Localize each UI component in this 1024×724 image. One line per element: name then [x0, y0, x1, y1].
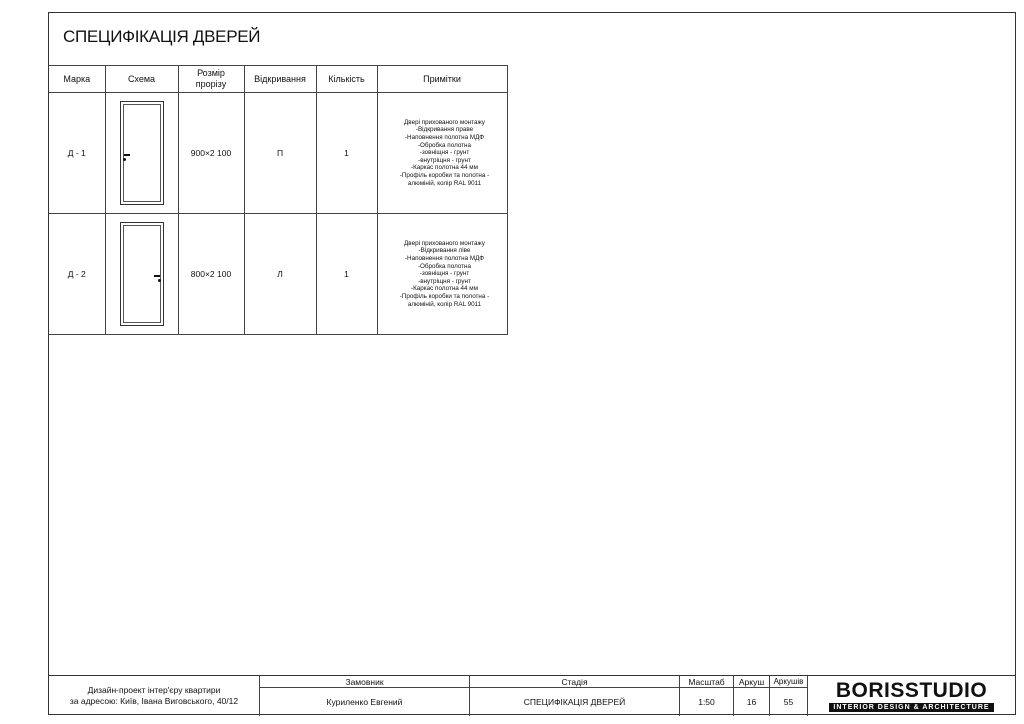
- table-row: [49, 214, 507, 335]
- header-mark: Марка: [49, 66, 105, 93]
- note-line: -Профіль коробки та полотна -: [399, 292, 490, 300]
- note-line: Двері прихованого монтажу: [404, 118, 485, 126]
- header-size-line1: Розмір: [197, 68, 225, 78]
- cell-scheme: [105, 93, 178, 214]
- note-line: алюміній, колір RAL 9011: [407, 179, 482, 187]
- cell-opening: Л: [244, 214, 316, 335]
- logo-tagline: INTERIOR DESIGN & ARCHITECTURE: [829, 703, 993, 712]
- cell-size: 900×2 100: [178, 93, 244, 214]
- door-scheme-drawing: [120, 101, 164, 205]
- cell-quantity: 1: [316, 93, 377, 214]
- cell-size: 800×2 100: [178, 214, 244, 335]
- note-line: -зовніщня - грунт: [419, 270, 470, 278]
- note-line: -зовніщня - грунт: [419, 149, 470, 157]
- door-lock-icon: [158, 279, 161, 282]
- header-notes: Примітки: [377, 66, 507, 93]
- note-line: -Профіль коробки та полотна -: [399, 171, 490, 179]
- cell-notes: [377, 93, 507, 214]
- cell-opening: П: [244, 93, 316, 214]
- drawing-sheet: [48, 12, 1016, 715]
- note-line: -Каркас полотна 44 мм: [411, 285, 478, 293]
- header-size-line2: прорізу: [195, 79, 227, 89]
- stage-value: СПЕЦИФІКАЦІЯ ДВЕРЕЙ: [469, 688, 679, 716]
- header-scheme: Схема: [105, 66, 178, 93]
- door-handle-icon: [124, 154, 130, 156]
- note-line: Двері прихованого монтажу: [404, 239, 485, 247]
- sheets-value: 55: [769, 688, 807, 716]
- door-leaf: [123, 225, 161, 323]
- note-line: -внутріщня - грунт: [418, 277, 471, 285]
- note-line: -Обробка полотна: [417, 262, 472, 270]
- note-line: -Наповнення полотна МДФ: [404, 134, 485, 142]
- cell-scheme: [105, 214, 178, 335]
- note-line: -Відкривання праве: [415, 126, 474, 134]
- cell-notes: [377, 214, 507, 335]
- table-row: [49, 93, 507, 214]
- note-line: -Каркас полотна 44 мм: [411, 164, 478, 172]
- project-title: Дизайн-проект інтер'єру квартири: [87, 685, 221, 695]
- sheet-label: Аркуш: [733, 676, 769, 688]
- title-block: [49, 675, 1015, 715]
- sheet-value: 16: [733, 688, 769, 716]
- door-lock-icon: [123, 158, 126, 161]
- scale-value: 1:50: [679, 688, 733, 716]
- header-opening: Відкривання: [244, 66, 316, 93]
- cell-mark: Д - 2: [49, 214, 105, 335]
- note-line: -Відкривання ліве: [418, 247, 471, 255]
- client-value: Куриленко Евгений: [259, 688, 469, 716]
- stage-label: Стадія: [469, 676, 679, 688]
- project-address: за адресою: Київ, Івана Виговського, 40/12: [69, 696, 239, 706]
- door-leaf: [123, 104, 161, 202]
- door-spec-table: [49, 65, 508, 335]
- sheets-label: Аркушів: [769, 676, 807, 688]
- client-label: Замовник: [259, 676, 469, 688]
- cell-mark: Д - 1: [49, 93, 105, 214]
- logo-name: BORISSTUDIO: [835, 679, 988, 702]
- note-line: алюміній, колір RAL 9011: [407, 300, 482, 308]
- header-quantity: Кількість: [316, 66, 377, 93]
- door-handle-icon: [154, 275, 160, 277]
- door-scheme-drawing: [120, 222, 164, 326]
- studio-logo: [807, 676, 1015, 716]
- header-size: [178, 66, 244, 93]
- table-header-row: [49, 66, 507, 93]
- note-line: -внутріщня - грунт: [418, 156, 471, 164]
- project-info: [49, 676, 259, 716]
- note-line: -Наповнення полотна МДФ: [404, 255, 485, 263]
- page-title: СПЕЦИФІКАЦІЯ ДВЕРЕЙ: [63, 27, 261, 46]
- note-line: -Обробка полотна: [417, 141, 472, 149]
- scale-label: Масштаб: [679, 676, 733, 688]
- cell-quantity: 1: [316, 214, 377, 335]
